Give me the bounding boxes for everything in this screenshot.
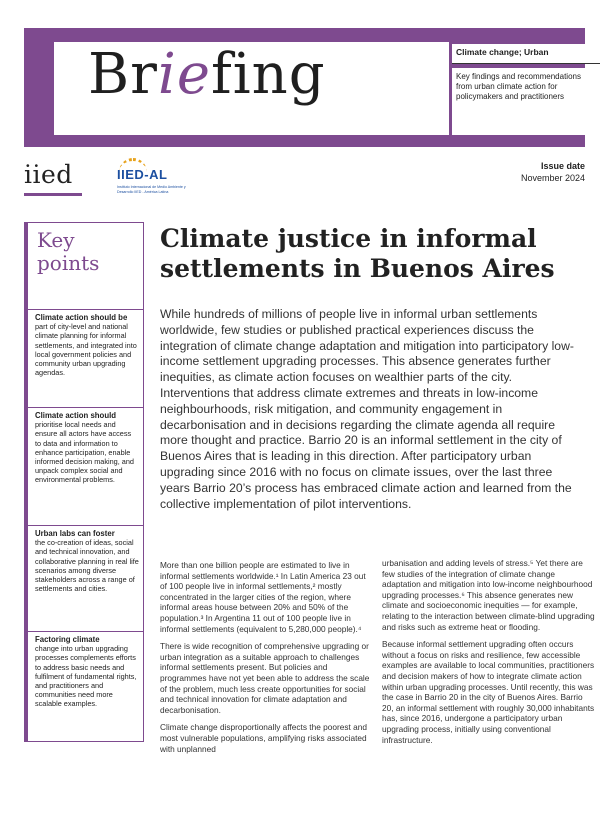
key-point-lead: Factoring climate (35, 635, 100, 644)
key-point-1 (24, 310, 144, 408)
iied-al-wordmark: IIED-AL (117, 167, 168, 182)
iied-al-logo (113, 158, 191, 200)
body-paragraph: More than one billion people are estimated to live in informal settlements worldwide.¹ In Latin America 23 out of 100 people live in informal settlements,² mostly concentrated in the larger cities of the region, where informal areas house between 20% and 50% of the population.³ In Argentina 11 out of 100 people live in informal settlements (equivalent to 5,280,000 people).⁴ (160, 560, 366, 634)
body-paragraph: Because informal settlement upgrading often occurs without a focus on risks and resilience, few accessible examples are available to local communities, practitioners and decision makers of how to integrate climate action within urban upgrading processes. Until recently, this was the case in Barrio 20 in the city of Buenos Aires. Barrio 20, an informal settlement with roughly 30,000 inhabitants has, since 2016, undergone a participatory urban upgrading process, initially using conventional infrastructure. (382, 639, 595, 745)
key-point-3 (24, 526, 144, 632)
body-column-1 (160, 560, 373, 761)
article-headline: Climate justice in informal settlements in Buenos Aires (160, 224, 555, 283)
body-paragraph: urbanisation and adding levels of stress.⁵ Yet there are few studies of the integration of climate change adaptation and mitigation into low-income neighbourhood upgrading processes.⁶ This absence generates new climate and socioeconomic inequities — for example, relating to the interaction between climate-blind upgrading and risks such as extreme heat or flooding. (382, 558, 595, 632)
key-point-lead: Climate action should (35, 411, 117, 420)
iied-al-subtitle: Instituto Internacional de Medio Ambiente y Desarrollo IIED - América Latina (117, 185, 186, 194)
iied-logo-underline (24, 193, 82, 196)
key-point-lead: Climate action should be (35, 313, 128, 322)
key-point-text: part of city-level and national climate planning for informal settlements, and integrated into local government policies and community urban upgrading agendas. (35, 322, 137, 378)
key-points-title-line1: Key (37, 228, 75, 252)
issue-date-label: Issue date (540, 161, 585, 171)
key-point-text: prioritise local needs and ensure all actors have access to data and information to enhance participation, enable informed decision making, and unpack complex social and environmental problems. (35, 420, 134, 485)
key-point-4 (24, 632, 144, 742)
article-lead: While hundreds of millions of people live in informal urban settlements worldwide, few studies or published practical experiences discuss the integration of climate change adaptation and mitigation into participatory low-income settlement upgrading processes. This absence generates further inequities, as climate action focuses on wealthier parts of the city. Interventions that address climate extremes and threats in low-income neighbourhoods, risk mitigation, and community engagement in decarbonisation and in decisions regarding the climate agenda all require more thought and practice. Barrio 20 is an informal settlement in the city of Buenos Aires that is leading in this direction. After participatory urban upgrading since 2016 with no focus on climate issues, over the last three years Barrio 20’s process has embraced climate action and learned from the collective implementation of pilot interventions. (160, 307, 574, 511)
key-point-text: change into urban upgrading processes complements efforts to address basic needs and fulfilment of fundamental rights, and practitioners and communities need more scalable examples. (35, 644, 137, 709)
masthead-panel (54, 42, 449, 135)
issue-date-value: November 2024 (520, 173, 585, 183)
masthead-title: Briefing (88, 42, 326, 107)
body-column-2 (382, 558, 595, 752)
key-points-header (24, 222, 144, 310)
briefing-topic: Climate change; Urban (452, 44, 600, 64)
iied-logo: iied (24, 160, 73, 189)
key-point-text: the co-creation of ideas, social and technical innovation, and collaborative planning in real life scenarios among diverse stakeholders across a range of settlements and cities. (35, 538, 139, 594)
body-paragraph: There is wide recognition of comprehensive upgrading or urban integration as a suitable approach to challenges informal settlements present. But policies and programmes have not yet been able to address the scale of the problem, much less create opportunities for social and technical innovation for climate adaptation and decarbonisation. (160, 641, 370, 715)
body-paragraph: Climate change disproportionally affects the poorest and most vulnerable populations, amplifying risks associated with unplanned (160, 722, 367, 754)
key-point-2 (24, 408, 144, 526)
key-point-lead: Urban labs can foster (35, 529, 115, 538)
briefing-description: Key findings and recommendations from urban climate action for policymakers and practitioners (452, 68, 600, 135)
key-points-title-line2: points (37, 251, 100, 275)
masthead-banner (24, 28, 585, 147)
